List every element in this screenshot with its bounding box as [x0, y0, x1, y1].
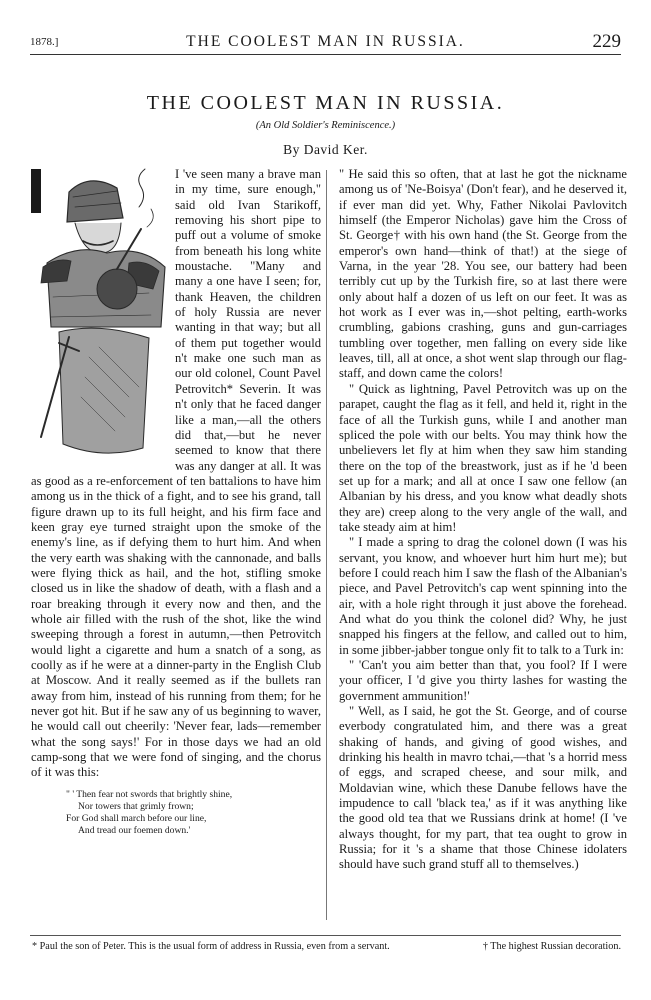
- column-divider: [326, 170, 327, 920]
- poem-line-2: Nor towers that grimly frown;: [78, 800, 194, 812]
- issue-year: 1878.]: [30, 36, 59, 48]
- right-column: [339, 167, 627, 873]
- soldier-illustration: [29, 167, 169, 472]
- right-paragraph-5: " Well, as I said, he got the St. George, and of course everbody congratulated him, and there was a great shaking of hands, and giving of good wishes, and drinking his health in mavro tchai,—that 's a horrid mess of eggs, and scraped cheese, and sour milk, and Moldavian wine, which these Danube fellows have the impudence to call 'black tea,' as if it was anything like the good old tea that we Russians drink at home! (I 've always thought, for my part, that tea ought to grow in Russia; for it 's a shame that those Chinese idolaters should have such grand stuff all to themselves.): [339, 704, 627, 872]
- camp-song-poem: [66, 789, 321, 837]
- poem-line-3: For God shall march before our line,: [66, 812, 207, 824]
- footnotes: [30, 935, 621, 952]
- poem-line-1: " ' Then fear not swords that brightly shine,: [66, 788, 233, 800]
- footnote-paul: * Paul the son of Peter. This is the usual form of address in Russia, even from a servant.: [32, 941, 390, 952]
- page-number: 229: [592, 31, 621, 52]
- article-subtitle: (An Old Soldier's Reminiscence.): [255, 120, 396, 131]
- running-head: [30, 32, 621, 55]
- right-paragraph-3: " I made a spring to drag the colonel down (I was his servant, you know, and whoever hurt him hurt me); but before I could reach him I saw the flash of the Albanian's piece, and Pavel Petrovitch's cap went spinning into the air, with a hole right through it just above the forehead. And what do you think the colonel did? Why, he just snapped his fingers at the fellow, and called out to him, in some jibber-jabber tongue only fit to talk to a Turk in:: [339, 535, 627, 657]
- left-column: [31, 167, 321, 837]
- article-title: THE COOLEST MAN IN RUSSIA.: [146, 92, 505, 114]
- soldier-illustration-icon: [29, 167, 169, 472]
- left-paragraph-1: I 've seen many a brave man in my time, sure enough," said old Ivan Starikoff, removing his short pipe to puff out a volume of smoke from beneath his long white moustache. "Many and many a one have I seen; for, thank Heaven, the children of holy Russia are never wanting in that way; but all of them put together would n't make one such man as our old colonel, Count Pavel Petrovitch* Severin. It was n't only that he faced danger like a man,—all the others did that,—but he never seemed to know that there was any danger at all. It was as good as a re-enforcement of ten battalions to have him among us in the thick of a fight, and to see his grand, tall figure drawn up to its full height, and his firm face and keen gray eye turned straight upon the smoke of the enemy's line, as if defying them to hurt him. And when the very earth was shaking with the cannonade, and balls were flying thick as hail, and the hot, stifling smoke closed us in like the shadow of death, with a flash and a roar breaking through it every now and then, and the whole air filled with the rush of the shot, like the wind sweeping through a forest in autumn,—then Petrovitch would light a cigarette and hum a snatch of a song, as coolly as if he were at a dinner-party in the English Club at Moscow. And it really seemed as if the bullets ran away from him, instead of his running from them; for he never got hit. But if he saw any of us beginning to waver, he would call out cheerily: 'Never fear, lads—remember what the song says!' For in those days we had an old camp-song that we were fond of singing, and the chorus of it was this:: [31, 167, 321, 780]
- byline: By David Ker.: [283, 142, 368, 157]
- right-paragraph-1: " He said this so often, that at last he got the nickname among us of 'Ne-Boisya' (Don't fear), and he deserved it, if ever man did yet. Why, Father Nikolai Pavlovitch himself (the Emperor Nicholas) gave him the Cross of St. George† with his own hand (the St. George from the emperor's own hand—think of that!) at the siege of Varna, in the year '28. You see, our battery had been terribly cut up by the Turkish fire, so at last there were only about half a dozen of us left on our feet. It was as hot work as I ever was in,—shot pelting, earth-works crumbling, gabions crashing, guns and gun-carriages tumbling over together, men falling on every side like leaves, till, all at once, a shot went slap through our flag-staff, and down came the colors!: [339, 167, 627, 381]
- running-title: THE COOLEST MAN IN RUSSIA.: [186, 33, 465, 50]
- right-paragraph-2: " Quick as lightning, Pavel Petrovitch was up on the parapet, caught the flag as it fell, and held it, right in the face of all the Turkish guns, while I and another man spliced the pole with our belts. You may think how the unbelievers let fly at him when they saw him standing there on the top of the breastwork, just as if he 'd been set up for a mark; and all at once I saw one fellow (an Albanian by his dress, and you know what deadly shots they are) creep along to the very angle of the wall, and take steady aim at him!: [339, 381, 627, 534]
- right-paragraph-4: " 'Can't you aim better than that, you fool? If I were your officer, I 'd give you thirty lashes for wasting the government ammunition!': [339, 658, 627, 703]
- footnote-decoration: † The highest Russian decoration.: [482, 941, 621, 952]
- poem-line-4: And tread our foemen down.': [78, 824, 191, 836]
